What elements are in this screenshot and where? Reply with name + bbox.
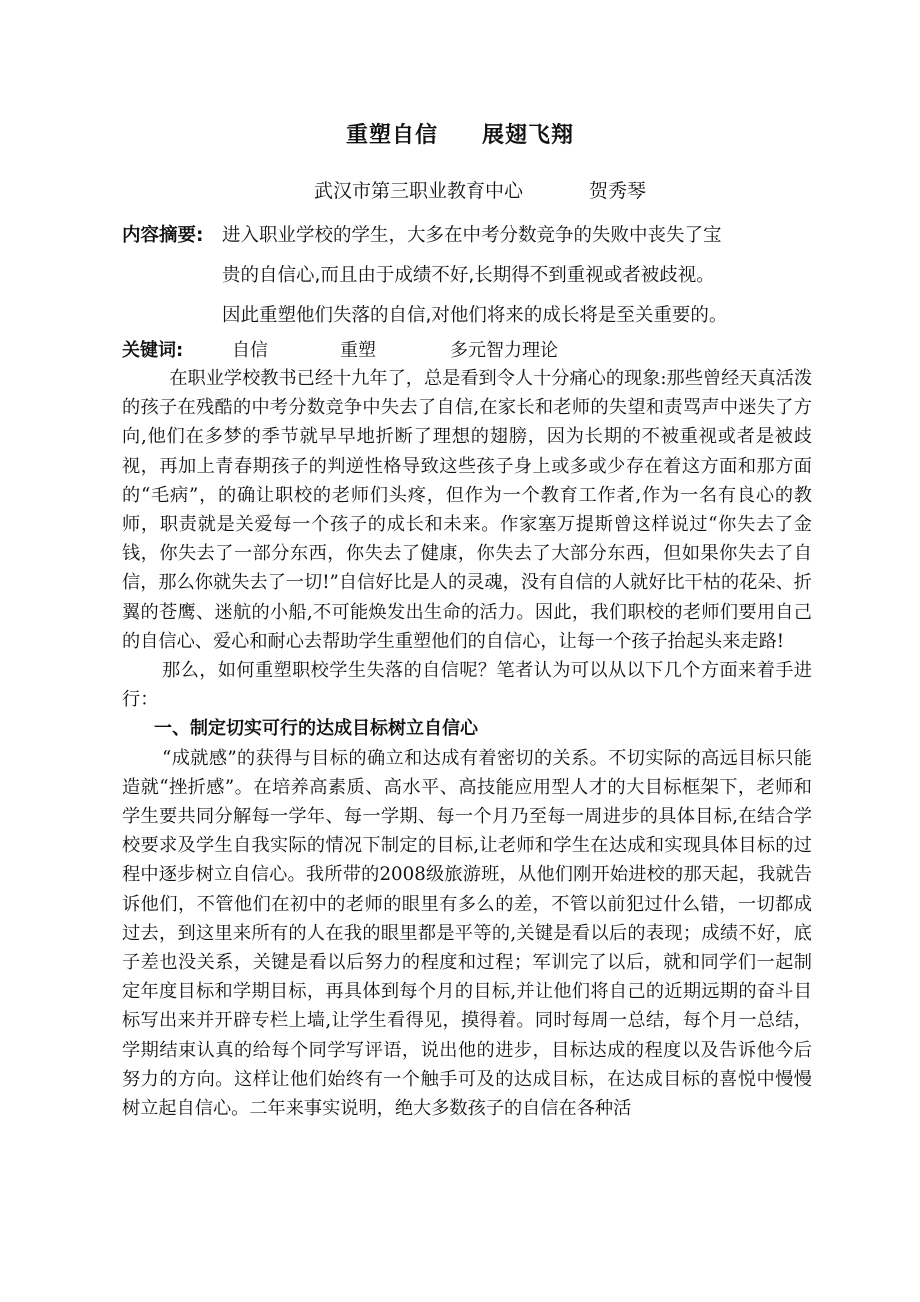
keywords — [122, 336, 558, 362]
abstract-line-2: 贵的自信心,而且由于成绩不好,长期得不到重视或者被歧视。 — [222, 265, 715, 286]
body-text — [122, 364, 812, 1123]
paragraph-3: “成就感”的获得与目标的确立和达成有着密切的关系。不切实际的高远目标只能造就“挫折感”。在培养高素质、高水平、高技能应用型人才的大目标框架下，老师和学生要共同分解每一学年、每一学期、每一个月乃至每一周进步的具体目标,在结合学校要求及学生自我实际的情况下制定的目标,让老师和学生在达成和实现具体目标的过程中逐步树立自信心。我所带的2008级旅游班，从他们刚开始进校的那天起，我就告诉他们，不管他们在初中的老师的眼里有多么的差，不管以前犯过什么错，一切都成过去，到这里来所有的人在我的眼里都是平等的,关键是看以后的表现；成绩不好，底子差也没关系，关键是看以后努力的程度和过程；军训完了以后，就和同学们一起制定年度目标和学期目标，再具体到每个月的目标,并让他们将自己的近期远期的奋斗目标写出来并开辟专栏上墙,让学生看得见，摸得着。同时每周一总结，每个月一总结，学期结束认真的给每个同学写评语，说出他的进步，目标达成的程度以及告诉他今后努力的方向。这样让他们始终有一个触手可及的达成目标，在达成目标的喜悦中慢慢树立起自信心。二年来事实说明，绝大多数孩子的自信在各种活 — [122, 747, 812, 1120]
document-title — [0, 118, 920, 149]
section-heading-1: 一、制定切实可行的达成目标树立自信心 — [154, 718, 478, 740]
abstract-line-3: 因此重塑他们失落的自信,对他们将来的成长将是至关重要的。 — [222, 305, 728, 326]
byline — [314, 176, 646, 203]
abstract-label: 内容摘要: — [122, 225, 204, 246]
keyword-1: 自信 — [232, 340, 268, 361]
keywords-label: 关键词: — [122, 340, 184, 361]
author: 贺秀琴 — [589, 180, 647, 202]
paragraph-2: 那么，如何重塑职校学生失落的自信呢？笔者认为可以从以下几个方面来着手进行： — [122, 660, 812, 711]
paragraph-1: 在职业学校教书已经十九年了，总是看到令人十分痛心的现象:那些曾经天真活泼的孩子在残酷的中考分数竞争中失去了自信,在家长和老师的失望和责骂声中迷失了方向,他们在多梦的季节就早早地折断了理想的翅膀，因为长期的不被重视或者是被歧视，再加上青春期孩子的判逆性格导致这些孩子身上或多或少存在着这方面和那方面的“毛病”，的确让职校的老师们头疼，但作为一个教育工作者,作为一名有良心的教师，职责就是关爱每一个孩子的成长和未来。作家塞万提斯曾这样说过“你失去了金钱，你失去了一部分东西，你失去了健康，你失去了大部分东西，但如果你失去了自信，那么你就失去了一切!”自信好比是人的灵魂，没有自信的人就好比干枯的花朵、折翼的苍鹰、迷航的小船,不可能焕发出生命的活力。因此，我们职校的老师们要用自己的自信心、爱心和耐心去帮助学生重塑他们的自信心，让每一个孩子抬起头来走路! — [122, 368, 813, 652]
abstract-text-1: 进入职业学校的学生，大多在中考分数竞争的失败中丧失了宝 — [222, 225, 722, 246]
abstract — [122, 216, 822, 336]
title-part-1: 重塑自信 — [345, 123, 438, 148]
keyword-3: 多元智力理论 — [450, 340, 558, 361]
institution: 武汉市第三职业教育中心 — [314, 180, 524, 202]
abstract-line-1 — [122, 216, 822, 256]
title-part-2: 展翅飞翔 — [482, 123, 575, 148]
keyword-2: 重塑 — [340, 340, 376, 361]
